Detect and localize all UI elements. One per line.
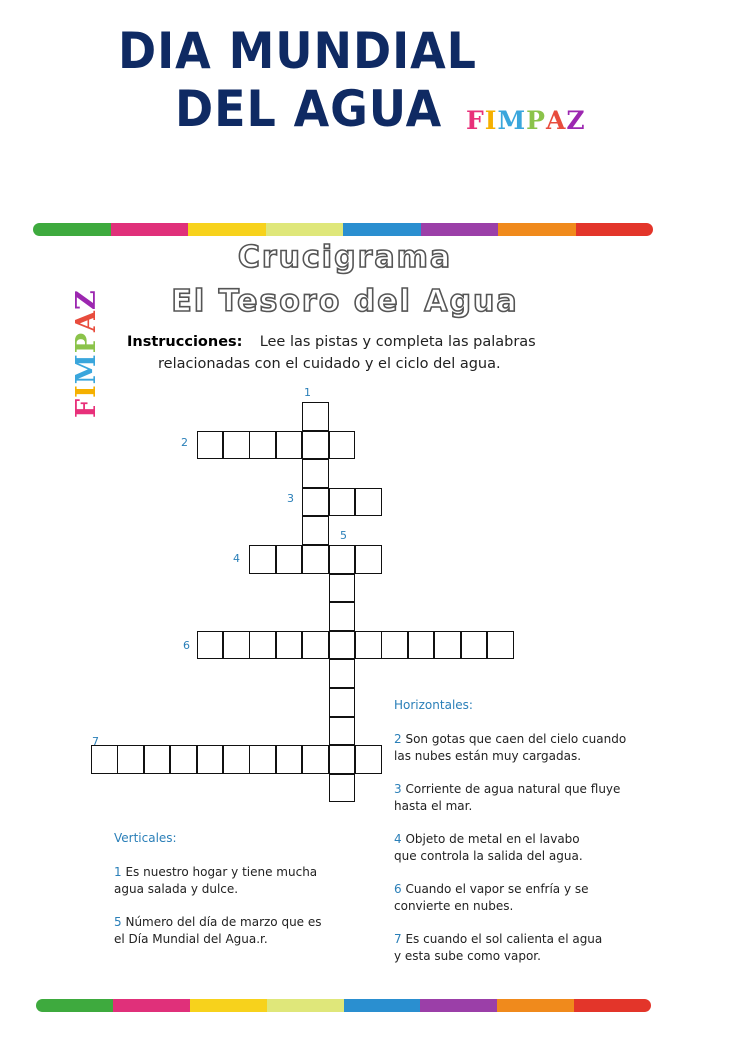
horizontal-clues-heading: Horizontales:	[394, 698, 473, 712]
crossword-subtitle: El Tesoro del Agua	[171, 284, 519, 319]
brand-letter: I	[484, 106, 498, 135]
crossword-cell[interactable]	[144, 745, 171, 774]
clue-number-1: 1	[304, 386, 311, 399]
crossword-cell[interactable]	[223, 431, 250, 460]
crossword-cell[interactable]	[355, 745, 382, 774]
instructions-line-2: relacionadas con el cuidado y el ciclo del agua.	[158, 356, 501, 372]
crossword-cell[interactable]	[276, 631, 303, 660]
crossword-cell[interactable]	[302, 631, 329, 660]
clue-number: 5	[114, 915, 122, 929]
clue-text: Son gotas que caen del cielo cuando las nubes están muy cargadas.	[394, 732, 627, 763]
horizontal-clue	[394, 731, 654, 765]
clue-number: 7	[394, 932, 402, 946]
clue-number: 4	[394, 832, 402, 846]
crossword-cell[interactable]	[329, 717, 356, 746]
crossword-cell[interactable]	[329, 774, 356, 803]
crossword-cell[interactable]	[302, 745, 329, 774]
stripe-segment	[267, 999, 344, 1012]
crossword-cell[interactable]	[329, 574, 356, 603]
crossword-cell[interactable]	[249, 545, 276, 574]
brand-letter: M	[71, 353, 102, 385]
horizontal-clue	[394, 831, 654, 865]
brand-letter: M	[497, 106, 527, 135]
brand-letter: A	[545, 106, 567, 135]
crossword-cell[interactable]	[329, 745, 356, 774]
horizontal-clue	[394, 881, 654, 915]
clue-text: Corriente de agua natural que fluye hasta el mar.	[394, 782, 621, 813]
horizontal-clue	[394, 931, 654, 965]
brand-letter: Z	[71, 289, 102, 311]
clue-number: 6	[394, 882, 402, 896]
crossword-cell[interactable]	[329, 431, 356, 460]
crossword-cell[interactable]	[276, 431, 303, 460]
clue-number-7: 7	[92, 735, 99, 748]
stripe-segment	[113, 999, 190, 1012]
stripe-segment	[36, 999, 113, 1012]
clue-text: Número del día de marzo que es el Día Mundial del Agua.r.	[114, 915, 322, 946]
horizontal-clues	[394, 697, 654, 981]
crossword-cell[interactable]	[408, 631, 435, 660]
instructions-line-1: Lee las pistas y completa las palabras	[259, 334, 536, 350]
crossword-cell[interactable]	[170, 745, 197, 774]
stripe-segment	[190, 999, 267, 1012]
crossword-cell[interactable]	[197, 431, 224, 460]
crossword-cell[interactable]	[355, 545, 382, 574]
brand-letter: I	[71, 384, 102, 398]
brand-letter: F	[466, 106, 485, 135]
crossword-cell[interactable]	[276, 745, 303, 774]
crossword-cell[interactable]	[197, 745, 224, 774]
crossword-cell[interactable]	[302, 402, 329, 431]
crossword-cell[interactable]	[329, 488, 356, 517]
brand-letter: Z	[566, 106, 586, 135]
page-title-line-1: DIA MUNDIAL	[118, 22, 477, 80]
stripe-segment	[420, 999, 497, 1012]
stripe-segment	[344, 999, 421, 1012]
stripe-segment	[574, 999, 651, 1012]
bottom-color-stripe	[36, 999, 651, 1012]
clue-number: 3	[394, 782, 402, 796]
crossword-title: Crucigrama	[237, 240, 453, 275]
crossword-cell[interactable]	[329, 688, 356, 717]
crossword-cell[interactable]	[223, 745, 250, 774]
crossword-cell[interactable]	[249, 745, 276, 774]
brand-letter: A	[71, 310, 102, 332]
crossword-cell[interactable]	[329, 545, 356, 574]
clue-number-3: 3	[287, 492, 294, 505]
clue-text: Cuando el vapor se enfría y se convierte en nubes.	[394, 882, 589, 913]
clue-text: Es cuando el sol calienta el agua y esta sube como vapor.	[394, 932, 603, 963]
crossword-cell[interactable]	[302, 431, 329, 460]
brand-letter: P	[71, 331, 102, 354]
instructions-label: Instrucciones:	[127, 334, 243, 350]
vertical-clues	[114, 830, 364, 964]
crossword-cell[interactable]	[223, 631, 250, 660]
crossword-cell[interactable]	[302, 488, 329, 517]
horizontal-clue	[394, 781, 654, 815]
crossword-cell[interactable]	[355, 631, 382, 660]
crossword-cell[interactable]	[276, 545, 303, 574]
clue-text: Es nuestro hogar y tiene mucha agua salada y dulce.	[114, 865, 318, 896]
crossword-cell[interactable]	[355, 488, 382, 517]
crossword-cell[interactable]	[329, 659, 356, 688]
page-title-line-2: DEL AGUA	[175, 80, 443, 138]
stripe-segment	[497, 999, 574, 1012]
clue-number: 2	[394, 732, 402, 746]
vertical-clue	[114, 914, 364, 948]
brand-letter: P	[526, 106, 546, 135]
crossword-cell[interactable]	[329, 631, 356, 660]
crossword-cell[interactable]	[197, 631, 224, 660]
crossword-cell[interactable]	[302, 545, 329, 574]
clue-number-5: 5	[340, 529, 347, 542]
crossword-cell[interactable]	[461, 631, 488, 660]
clue-number: 1	[114, 865, 122, 879]
crossword-cell[interactable]	[249, 431, 276, 460]
vertical-clue	[114, 864, 364, 898]
crossword-cell[interactable]	[487, 631, 514, 660]
crossword-cell[interactable]	[302, 459, 329, 488]
brand-letter: F	[71, 397, 102, 418]
clue-text: Objeto de metal en el lavabo que controla la salida del agua.	[394, 832, 583, 863]
crossword-cell[interactable]	[117, 745, 144, 774]
crossword-cell[interactable]	[249, 631, 276, 660]
vertical-clues-heading: Verticales:	[114, 831, 177, 845]
crossword-cell[interactable]	[302, 516, 329, 545]
crossword-cell[interactable]	[91, 745, 118, 774]
clue-number-2: 2	[181, 436, 188, 449]
crossword-cell[interactable]	[434, 631, 461, 660]
clue-number-6: 6	[183, 639, 190, 652]
crossword-cell[interactable]	[329, 602, 356, 631]
crossword-cell[interactable]	[381, 631, 408, 660]
clue-number-4: 4	[233, 552, 240, 565]
